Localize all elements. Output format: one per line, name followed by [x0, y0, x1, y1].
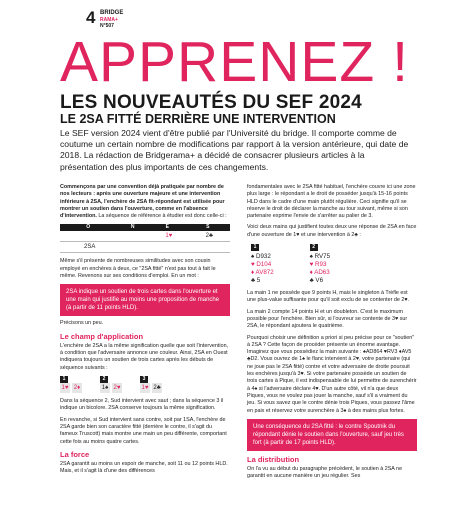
- section-heading: La distribution: [247, 454, 300, 464]
- paragraph: Voici deux mains qui justifient toutes deux une réponse de 2SA en face d'une ouverture de 1♥ et une intervention à 2♣ :: [247, 224, 417, 238]
- left-column: [60, 184, 230, 480]
- bid-cell: [189, 242, 230, 253]
- hand-line: ♦ AD63: [309, 269, 330, 277]
- sequence-2: [100, 376, 136, 393]
- article-subtitle: LE 2SA FITTÉ DERRIÈRE UNE INTERVENTION: [60, 112, 336, 126]
- consequence-callout: Une conséquence du 2SA fitté : le contre Spoutnik du répondant dénie le soutien dans l'ouverture, sauf jeu très fort (à partir de 17 points HLD).: [247, 419, 417, 451]
- right-column: [247, 184, 417, 484]
- bid-cell: [119, 242, 149, 253]
- seat-s: S: [189, 224, 230, 231]
- bid-cell: 2♣: [153, 385, 161, 392]
- seat-e: E: [149, 224, 189, 231]
- hand-1: [251, 243, 274, 285]
- bid-cell: 2♣: [189, 231, 230, 242]
- paragraph: fondamentales avec le 2SA fitté habituel, l'enchère couvre ici une zone plus large : le répondant a le droit de posséder jusqu'à 15-16 points HLD dans le cadre d'une main plutôt régulière. Ceci signifie qu'il se réserve le droit de déclarer la manche au tour suivant, même si son partenaire exprime l'envie de s'arrêter au palier de 3.: [247, 184, 416, 220]
- brand-name: BRIDGE: [100, 10, 124, 16]
- sequence-3: [140, 376, 176, 393]
- bid-cell: [119, 231, 149, 242]
- sequence-number: 2: [100, 376, 108, 383]
- example-hands: [251, 243, 417, 285]
- hand-line: ♠ RV75: [309, 253, 331, 261]
- paragraph: La main 1 ne possède que 9 points H, mais le singleton à Trèfle est une plus-value suffisante pour qu'il soit exclu de se contenter de 2♥.: [247, 290, 410, 304]
- sequence-examples: [60, 376, 230, 393]
- paragraph: 2SA garantit au moins un espoir de manche, soit 11 ou 12 points HLD. Mais, et il s'agit là d'une des différences: [60, 460, 228, 475]
- hand-2: [310, 243, 330, 285]
- bid-cell: 1♥: [149, 231, 189, 242]
- article-title: LES NOUVEAUTÉS DU SEF 2024: [60, 92, 362, 113]
- paragraph: Même s'il présente de nombreuses similitudes avec son cousin employé en enchères à deux, ce "2SA fitté" n'est pas tout à fait le même. Revenons sur ses conditions d'emploi. En un mot :: [60, 258, 216, 280]
- article-kicker: APPRENEZ !: [60, 30, 409, 94]
- paragraph: On l'a vu au début du paragraphe précédent, le soutien à 2SA ne garantit en aucune manière un jeu régulier. Ses: [247, 465, 403, 480]
- paragraph: En revanche, si Sud intervient sans contre, soit par 1SA, l'enchère de 2SA garde bien son caractère fitté (derrière le contre, il s'agit du fameux Truscott) mais montre une main un peu différente, comportant cette fois au moins quatre cartes.: [60, 416, 227, 445]
- page-number: 4: [86, 8, 96, 27]
- bid-cell: 2SA: [60, 242, 119, 253]
- bid-cell: [149, 242, 189, 253]
- seat-n: N: [119, 224, 149, 231]
- sequence-1: [60, 376, 96, 393]
- hand-number: 1: [251, 244, 259, 251]
- bid-cell: 2♥: [113, 385, 121, 392]
- paragraph: La main 2 compte 14 points H et un doubleton. C'est le maximum possible pour l'enchère. Bien sûr, si l'ouvreur se contente de 3♥ sur 2SA, le répondant ajoutera le quatrième.: [247, 308, 408, 330]
- bid-cell: 2♦: [73, 385, 81, 392]
- brand-sub: RAMA+: [100, 17, 118, 23]
- hand-line: ♥ R93: [309, 261, 327, 269]
- paragraph: Pourquoi choisir une définition a priori si peu précise pour ce "soutien" à 2SA ? Cette façon de procéder présente un énorme avantage. Imaginez que vous possédiez la main suivante : ♠AD864 ♥RV3 ♦AV5 ♣D2. Vous ouvrez de 1♠ le flanc intervient à 2♥, votre partenaire (qui ne joue pas le 2SA fitté) contre et votre adversaire de droite poursuit les enchères jusqu'à 3♥. Si votre partenaire possède un soutien de trois cartes à Pique, il est indispensable de lui permettre de surenchérir à 4♠ si l'adversaire déclare 4♥. D'un autre côté, vil n'a que deux Piques, vous ne voulez pas jouer la manche, sauf s'il a vraiment du jeu. Si vous savez que le contre dénie trois Piques, vous passez l'âme en paix et réservez votre surenchère à 3♠ à des mains plus fortes.: [247, 334, 417, 414]
- bidding-table: [60, 224, 230, 253]
- article-intro: Le SEF version 2024 vient d'être publié par l'Université du bridge. Il comporte comme de coutume un certain nombre de modifications par rapport à la version antérieure, qui date de 2018. La rédaction de Bridgerama+ a décidé de consacrer plusieurs articles à la présentation des plus importants de ces changements.: [60, 128, 409, 172]
- section-heading: La force: [60, 449, 90, 459]
- hand-line: ♥ D104: [251, 261, 272, 269]
- section-heading: Le champ d'application: [60, 331, 144, 341]
- bid-cell: 1♠: [101, 385, 109, 392]
- bid-cell: 1♥: [61, 385, 69, 392]
- bid-cell: [60, 231, 119, 242]
- hand-line: ♠ D932: [251, 253, 271, 261]
- definition-callout: 2SA indique un soutien de trois cartes dans l'ouverture et une main qui justifie au moins une proposition de manche (à partir de 11 points HLD).: [60, 284, 230, 316]
- hand-line: ♣ 5: [251, 277, 261, 285]
- paragraph: L'enchère de 2SA a la même signification quelle que soit l'intervention, à condition que l'adversaire annonce une couleur. Ainsi, 2SA en Ouest indiquera toujours un soutien de trois cartes après les débuts de séquence suivants :: [60, 342, 229, 371]
- sequence-number: 1: [60, 376, 68, 383]
- hand-line: ♣ V6: [309, 277, 324, 285]
- seat-o: O: [60, 224, 119, 231]
- issue-number: N°507: [100, 23, 114, 29]
- hand-line: ♦ AV872: [251, 269, 274, 277]
- bid-cell: 1♥: [141, 385, 149, 392]
- sequence-number: 3: [140, 376, 148, 383]
- lead-paragraph: Commençons par une convention déjà pratiquée par nombre de nos lecteurs : après une ouverture majeure et une intervention inférieure à 2SA, l'enchère de 2SA fit-répondant est utilisée pour montrer un soutien dans l'ouverture, comme en l'absence d'intervention. La séquence de référence à étudier est donc celle-ci :: [60, 184, 227, 220]
- paragraph: Précisons un peu.: [60, 320, 104, 327]
- hand-number: 2: [310, 244, 318, 251]
- paragraph: Dans la séquence 2, Sud intervient avec saut ; dans la séquence 3 il indique un bicolore. 2SA conserve toujours la même signification.: [60, 398, 224, 412]
